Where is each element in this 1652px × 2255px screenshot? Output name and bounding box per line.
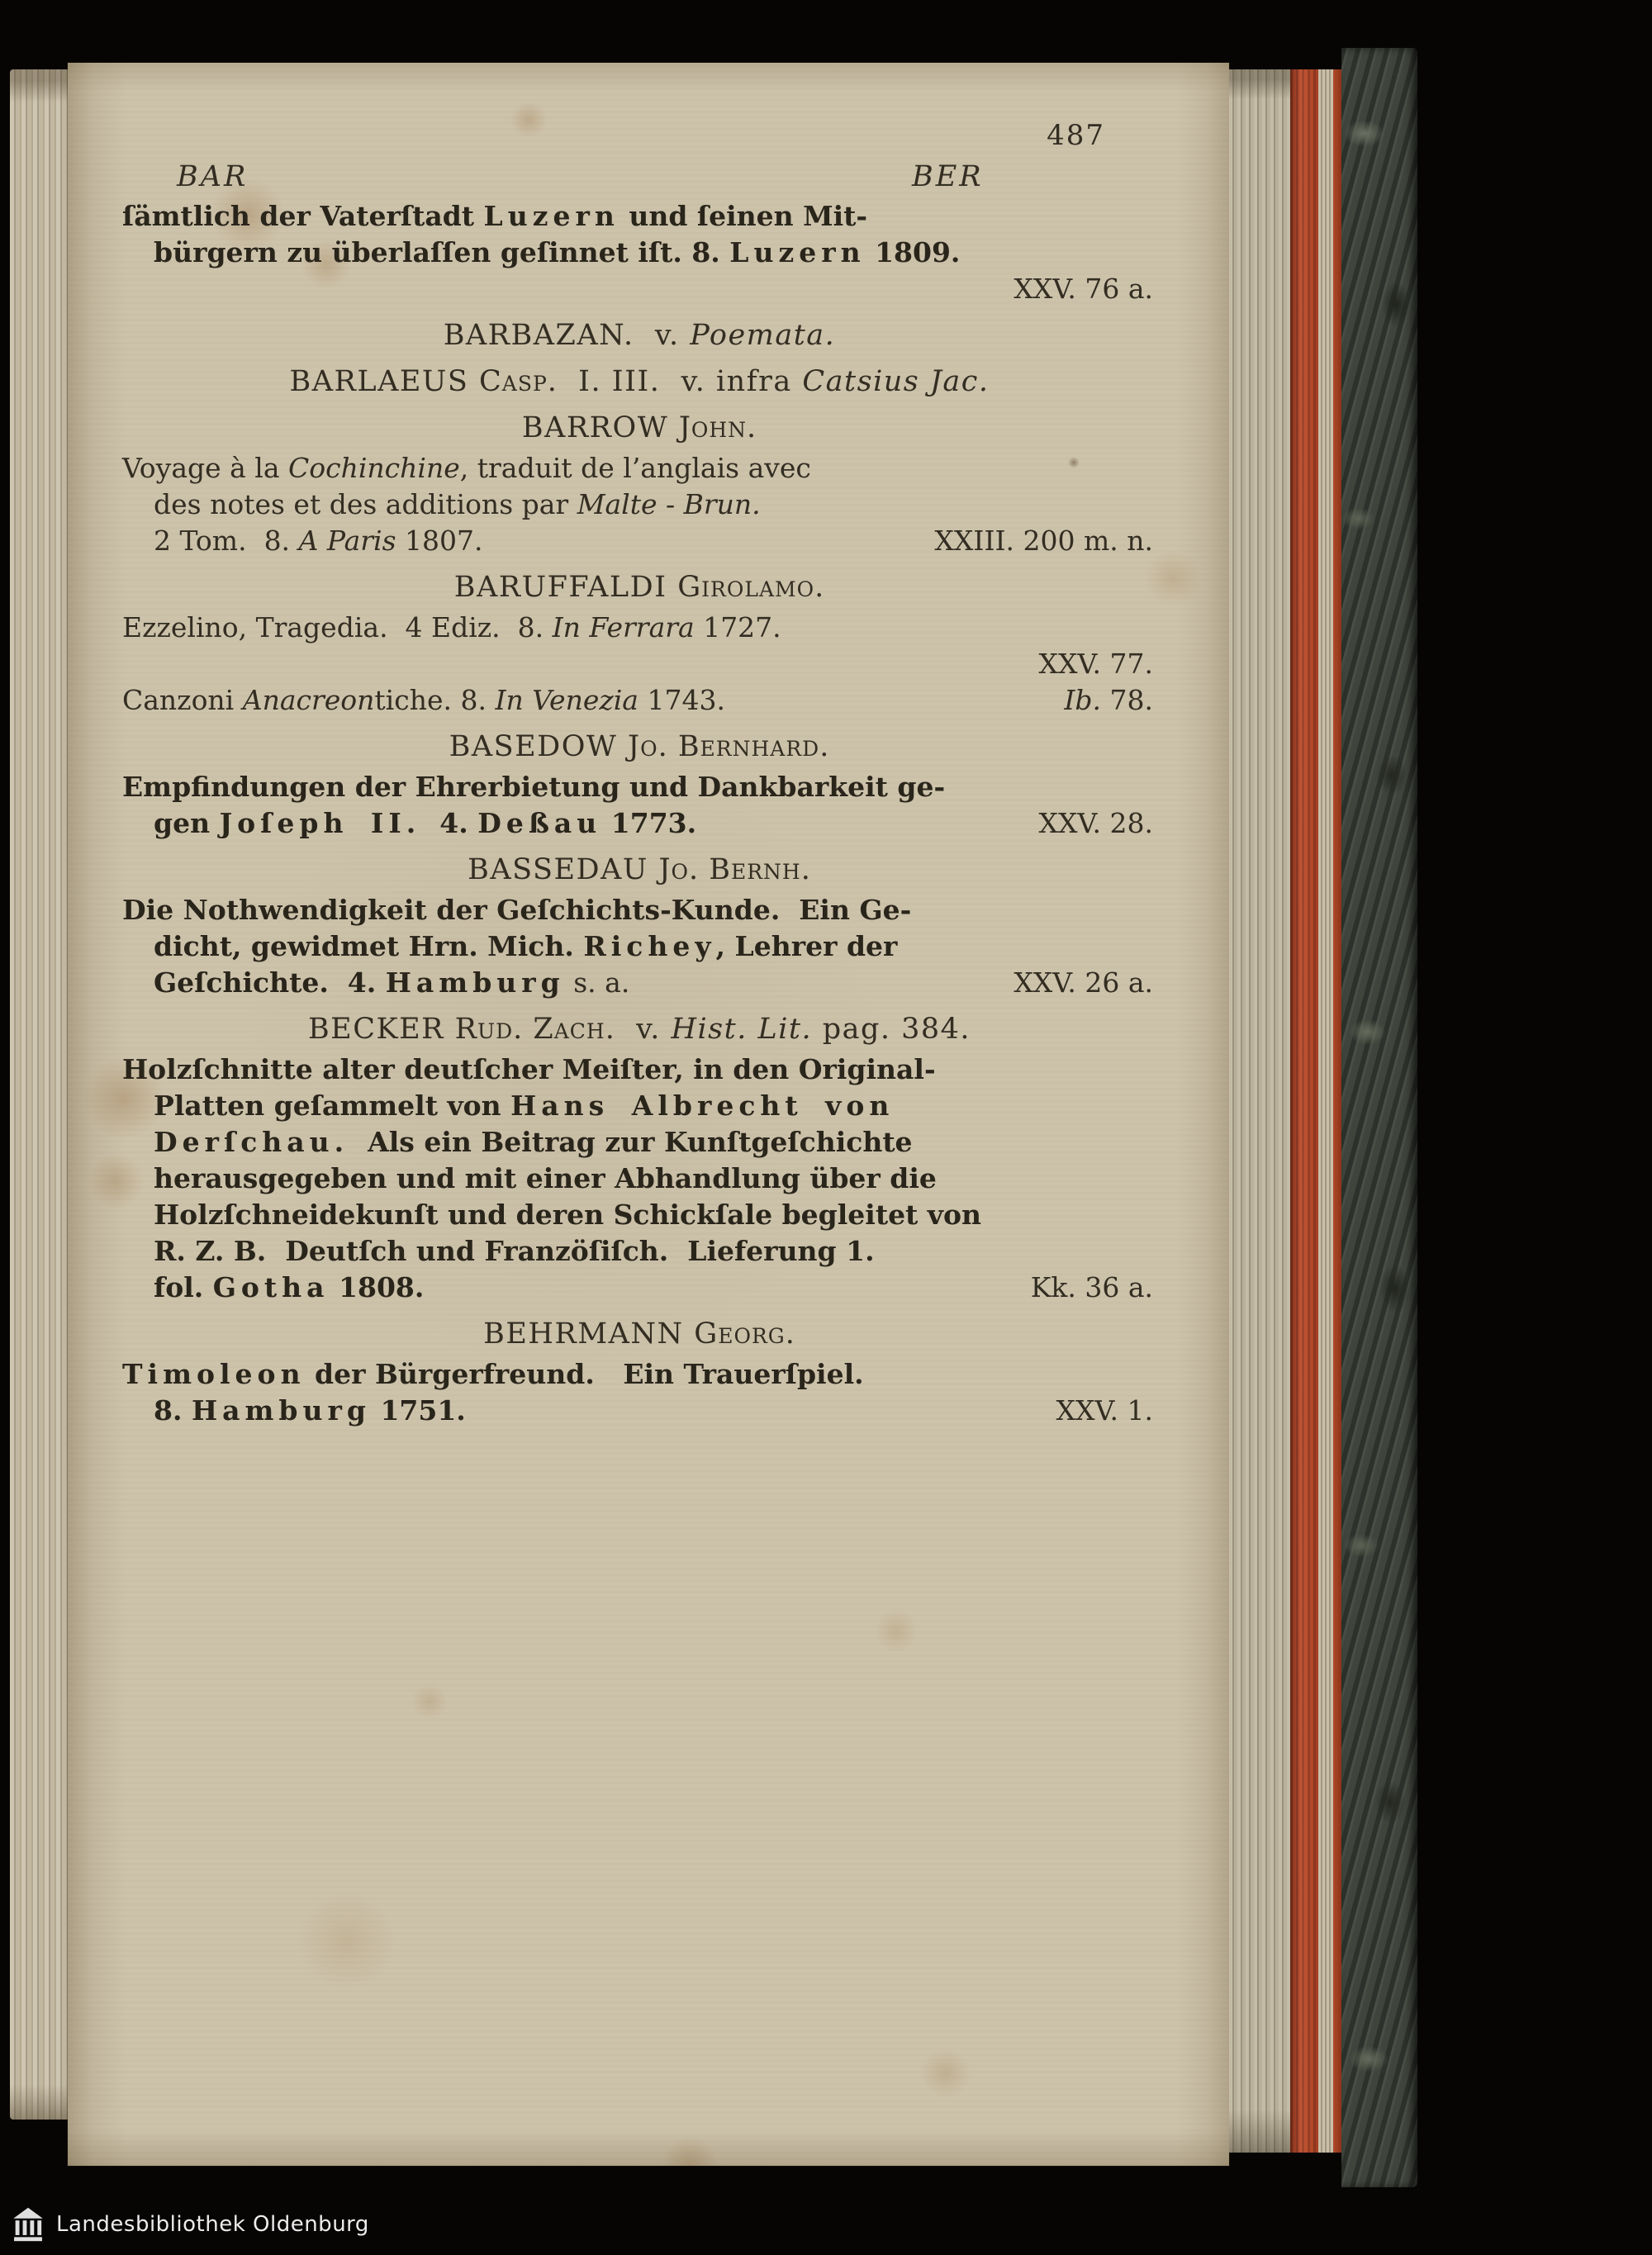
text-segment: 1773. (601, 807, 697, 839)
text-segment: fol. (154, 1271, 213, 1303)
red-edge-band (1290, 69, 1318, 2153)
entry-heading (122, 1011, 1156, 1047)
text-segment: XXV. 76 a. (1014, 273, 1153, 305)
text-segment: 1727. (694, 611, 781, 643)
text-segment: v. (634, 319, 691, 352)
entry-heading (122, 317, 1156, 354)
text-segment: 1809. (865, 236, 961, 268)
text-segment: 4. (420, 807, 478, 839)
entry-paragraph (122, 892, 1156, 1001)
fore-edge-pages-2 (1318, 69, 1333, 2153)
text-segment: Luzern (729, 236, 866, 268)
text-segment: gen (154, 807, 220, 839)
text-line (122, 892, 1156, 928)
text-segment: Hamburg (191, 1394, 371, 1427)
text-line (122, 965, 1156, 1001)
text-line (122, 1233, 1156, 1270)
text-segment: Casp. (479, 365, 558, 398)
text-segment: BARLAEUS (289, 365, 479, 398)
entry-paragraph (122, 198, 1156, 307)
text-segment: XXV. 26 a. (1014, 966, 1153, 999)
text-segment: 1807. (396, 525, 483, 557)
text-segment: bürgern zu überlaſſen geſinnet iſt. 8. (154, 236, 730, 268)
text-segment: John. (678, 411, 757, 444)
reference-code (1056, 1393, 1156, 1429)
text-segment: , Lehrer der (715, 930, 898, 962)
fore-edge-pages (1229, 69, 1290, 2153)
text-segment: XXV. 1. (1056, 1394, 1153, 1427)
text-segment: BARUFFALDI (453, 571, 678, 604)
catalog-text (122, 198, 1156, 1433)
text-line (122, 1356, 1156, 1393)
entry-paragraph (122, 610, 1156, 719)
text-segment: Richey (583, 930, 716, 962)
text-segment: 8. (154, 1394, 192, 1427)
text-segment: ſämtlich der Vaterſtadt (122, 200, 484, 232)
page-number: 487 (1047, 119, 1105, 152)
text-segment: BARROW (521, 411, 679, 444)
reference-code (1038, 805, 1156, 842)
text-line (122, 769, 1156, 805)
text-segment: BASEDOW (449, 730, 629, 763)
text-line (122, 646, 1156, 682)
text-segment: Holzſchneidekunſt und deren Schickſale begleitet von (154, 1199, 981, 1231)
text-segment: BECKER (307, 1013, 455, 1046)
text-segment: Luzern (483, 200, 620, 232)
text-line (122, 610, 1156, 646)
text-segment: Joſeph II. (219, 807, 421, 839)
text-segment: 2 Tom. 8. (154, 525, 299, 557)
text-segment: Hist. Lit. (671, 1013, 813, 1046)
text-line (122, 523, 1156, 559)
text-segment: 78. (1101, 684, 1153, 716)
text-line (122, 1270, 1156, 1306)
reference-code (1064, 682, 1156, 719)
running-head-right: BER (912, 160, 984, 193)
text-line (122, 1197, 1156, 1233)
text-line (122, 1088, 1156, 1124)
text-line (122, 1161, 1156, 1197)
entry-paragraph (122, 769, 1156, 842)
entry-heading (122, 729, 1156, 765)
text-segment: BARBAZAN. (443, 319, 634, 352)
text-segment: In Venezia (495, 684, 638, 716)
text-segment: Derſchau. (154, 1126, 349, 1158)
entry-paragraph (122, 1356, 1156, 1429)
book-page (68, 63, 1229, 2166)
text-segment: A Paris (298, 525, 396, 557)
text-segment: der Bürgerfreund. Ein Trauerſpiel. (305, 1358, 864, 1390)
text-segment: tiche. 8. (374, 684, 496, 716)
text-line (122, 682, 1156, 719)
text-segment: Catsius Jac. (802, 365, 990, 398)
entry-heading (122, 852, 1156, 888)
book-cover (1341, 48, 1417, 2187)
text-line (122, 805, 1156, 842)
text-segment: Malte - Brun. (577, 488, 761, 520)
text-line (122, 198, 1156, 235)
text-segment: Anacreon (242, 684, 375, 716)
reference-code (1014, 965, 1156, 1001)
text-segment: Hans Albrecht von (510, 1090, 895, 1122)
text-segment: I. III. v. infra (557, 365, 803, 398)
text-segment: XXIII. 200 m. n. (934, 525, 1153, 557)
entry-paragraph (122, 450, 1156, 559)
text-segment: Holzſchnitte alter deutſcher Meiſter, in den Original- (122, 1053, 936, 1085)
running-head-left: BAR (177, 160, 249, 193)
text-segment: Canzoni (122, 684, 243, 716)
text-line (122, 1393, 1156, 1429)
text-segment: v. (615, 1013, 672, 1046)
library-logo-icon (12, 2207, 45, 2242)
text-segment: Ezzelino, Tragedia. 4 Ediz. 8. (122, 611, 553, 643)
text-line (122, 928, 1156, 965)
text-segment: Als ein Beitrag zur Kunſtgeſchichte (349, 1126, 913, 1158)
entry-heading (122, 1316, 1156, 1352)
text-line (122, 271, 1156, 307)
text-segment: des notes et des additions par (154, 488, 577, 520)
text-segment: Hamburg (385, 966, 565, 999)
text-segment: Die Nothwendigkeit der Geſchichts-Kunde. Ein Ge- (122, 894, 912, 926)
entry-heading (122, 569, 1156, 605)
text-line (122, 1124, 1156, 1161)
text-segment: Cochinchine (288, 452, 460, 484)
library-watermark (12, 2207, 369, 2242)
text-segment: Geſchichte. 4. (154, 966, 386, 999)
text-segment: Platten geſammelt von (154, 1090, 511, 1122)
text-line (122, 450, 1156, 487)
text-segment: Girolamo. (677, 571, 825, 604)
text-line (122, 1052, 1156, 1088)
text-segment: In Ferrara (552, 611, 695, 643)
text-segment: Voyage à la (122, 452, 289, 484)
text-segment: s. a. (564, 966, 630, 999)
text-segment: Poemata. (690, 319, 836, 352)
text-line (122, 487, 1156, 523)
text-segment: Deßau (477, 807, 602, 839)
text-segment: BASSEDAU (468, 853, 659, 886)
text-segment: Empfindungen der Ehrerbietung und Dankbarkeit ge- (122, 771, 946, 803)
entry-paragraph (122, 1052, 1156, 1306)
library-name: Landesbibliothek Oldenburg (56, 2212, 369, 2237)
reference-code (934, 523, 1156, 559)
text-segment: dicht, gewidmet Hrn. Mich. (154, 930, 584, 962)
red-edge-line (1333, 69, 1341, 2153)
text-segment: Gotha (212, 1271, 330, 1303)
reference-code (1031, 1270, 1156, 1306)
text-segment: pag. 384. (812, 1013, 971, 1046)
text-segment: Rud. Zach. (454, 1013, 615, 1046)
text-segment: Jo. Bernh. (658, 853, 811, 886)
text-line (122, 235, 1156, 271)
entry-heading (122, 363, 1156, 400)
text-segment: , traduit de l’anglais avec (459, 452, 811, 484)
text-segment: Georg. (694, 1317, 795, 1351)
entry-heading (122, 410, 1156, 446)
text-segment: Jo. Bernhard. (628, 730, 830, 763)
text-segment: XXV. 77. (1038, 648, 1153, 680)
text-segment: 1808. (329, 1271, 425, 1303)
text-segment: Ib. (1064, 684, 1102, 716)
text-segment: 1751. (370, 1394, 466, 1427)
text-segment: 1743. (638, 684, 725, 716)
text-segment: BEHRMANN (483, 1317, 695, 1351)
text-segment: Kk. 36 a. (1030, 1271, 1153, 1303)
text-segment: XXV. 28. (1038, 807, 1153, 839)
text-segment: R. Z. B. Deutſch und Franzöſiſch. Lieferung 1. (154, 1235, 875, 1267)
left-page-edges (10, 69, 68, 2120)
text-segment: Timoleon (122, 1358, 306, 1390)
text-segment: und ſeinen Mit- (619, 200, 868, 232)
text-segment: herausgegeben und mit einer Abhandlung über die (154, 1162, 937, 1194)
